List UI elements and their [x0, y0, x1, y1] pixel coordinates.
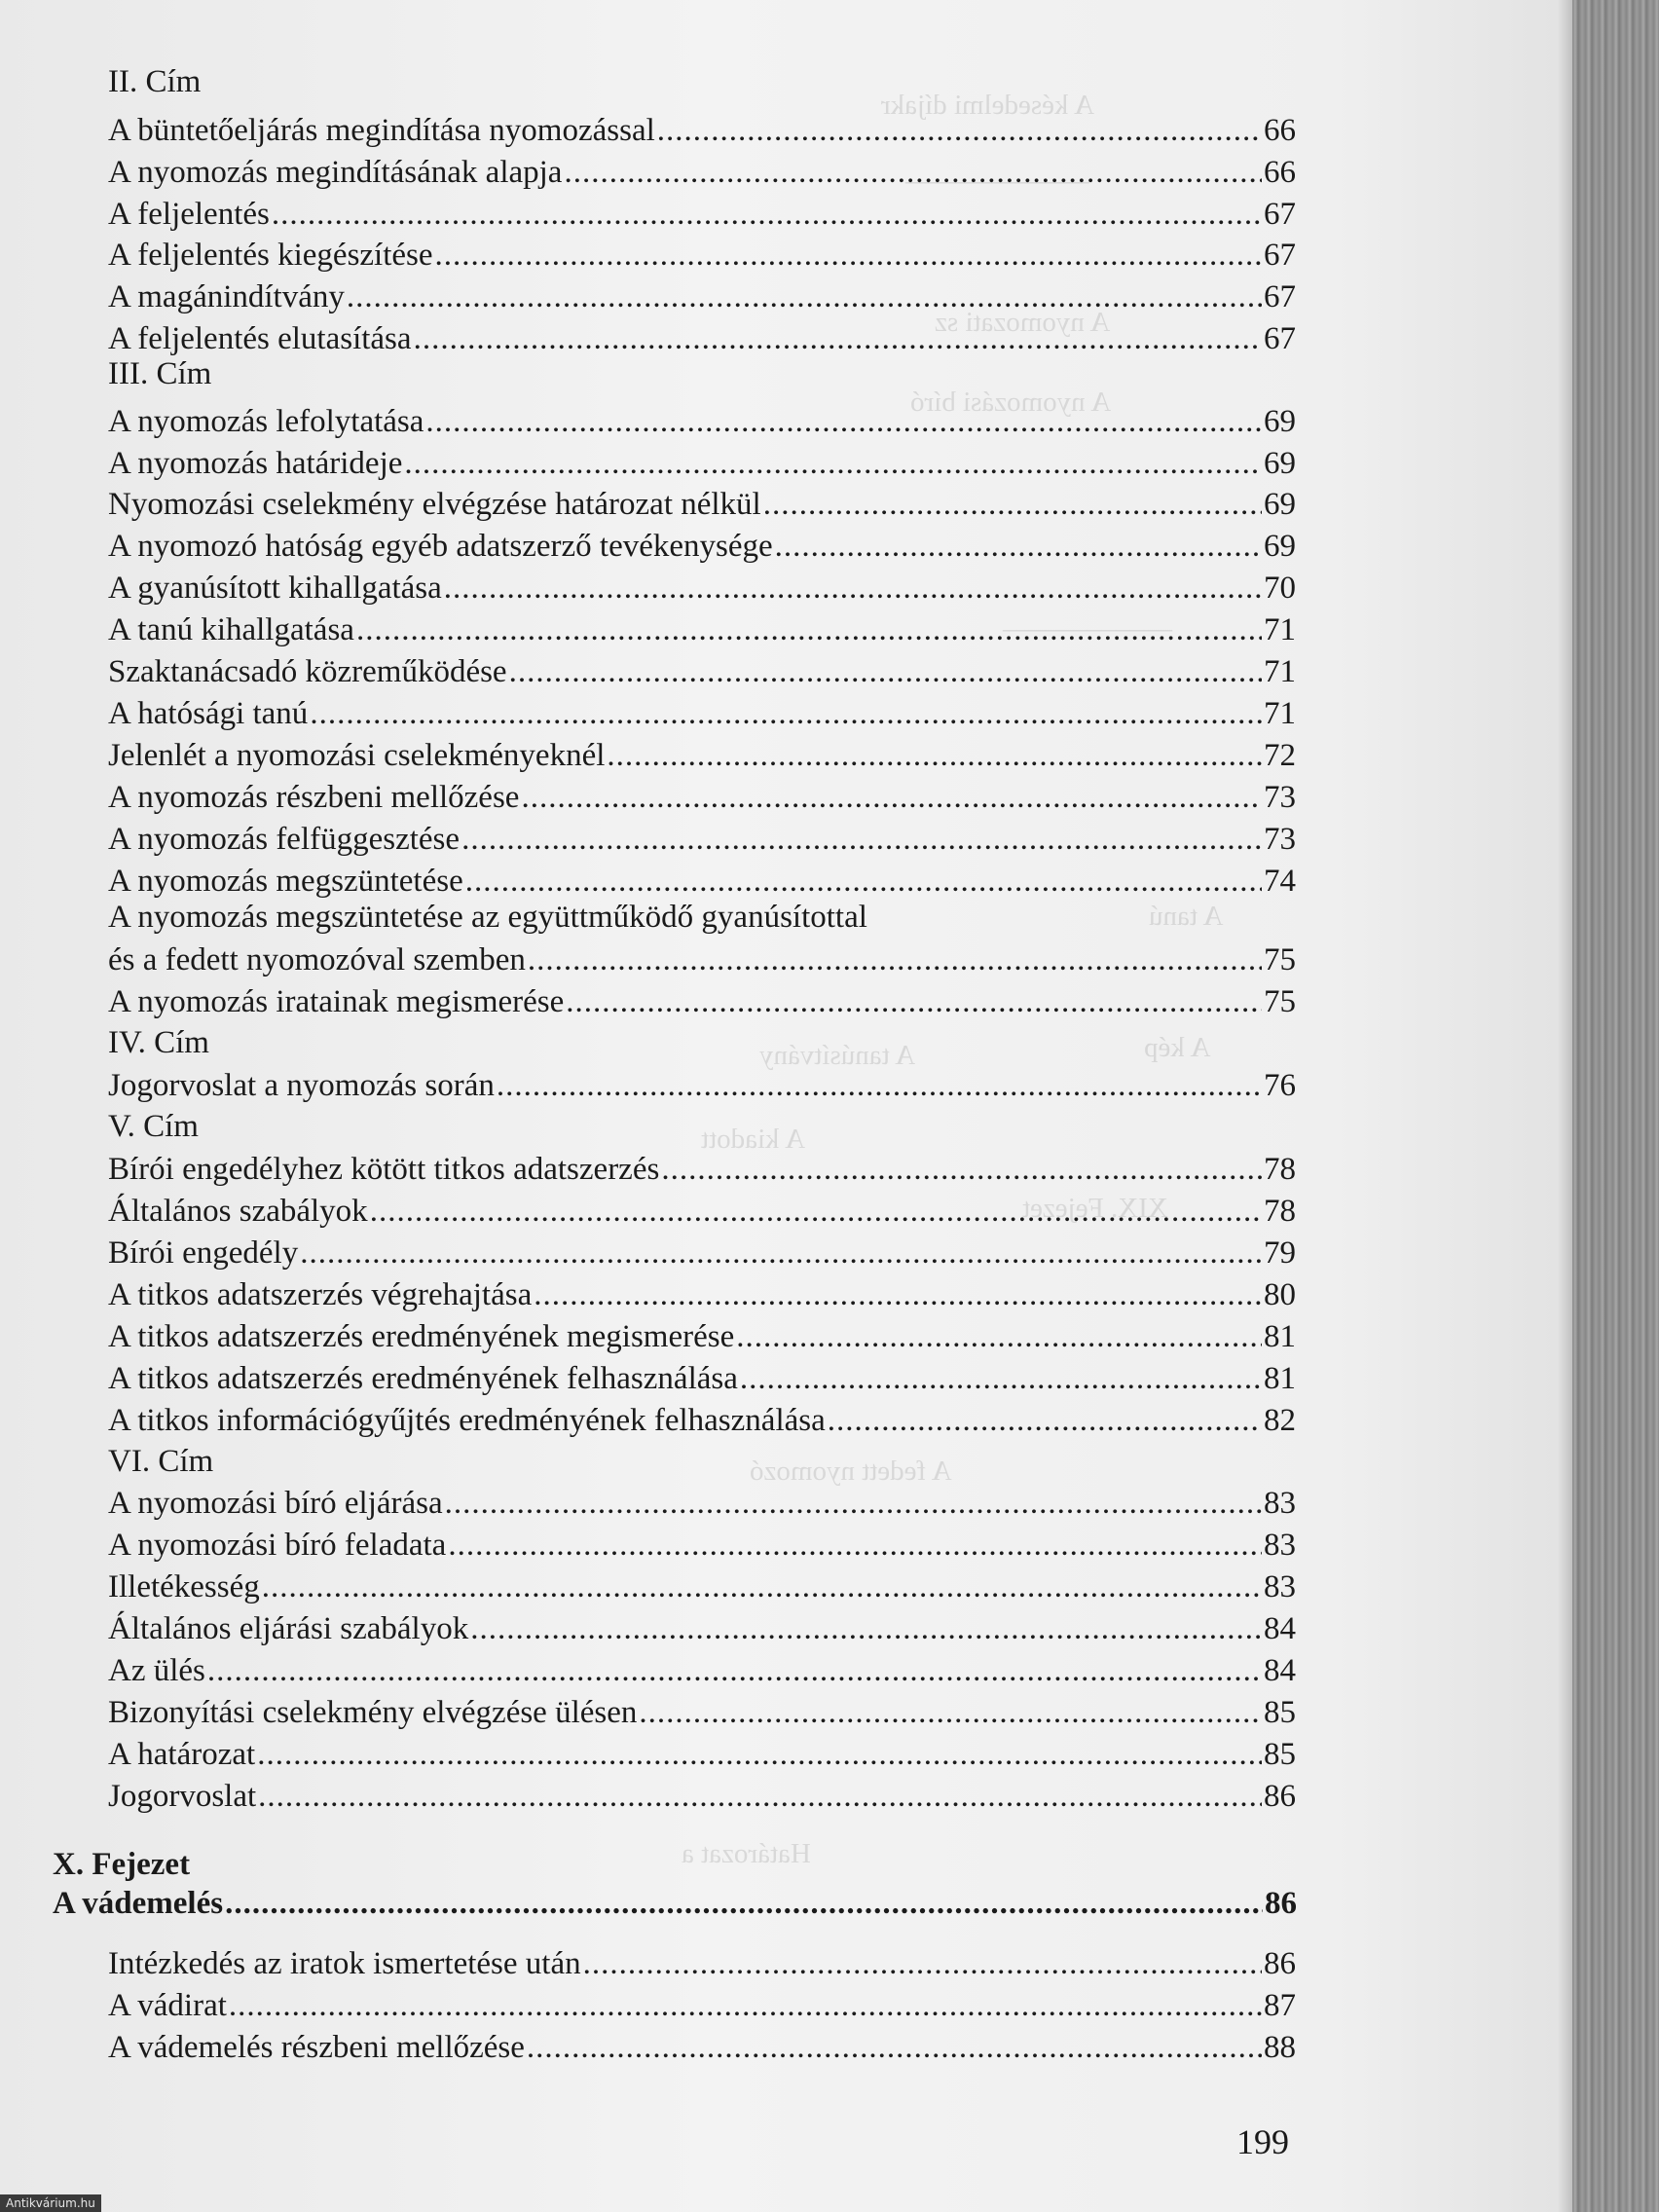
toc-entry: Jelenlét a nyomozási cselekményeknél ..... 72 [108, 736, 1296, 775]
page-ref: 75 [1264, 942, 1296, 977]
page-ref: 66 [1264, 113, 1296, 148]
page-ref: 74 [1264, 864, 1296, 899]
toc-entry-first-line: A nyomozás megszüntetése az együttműködő gyanúsítottal [108, 900, 867, 935]
page-ref: 76 [1264, 1068, 1296, 1103]
section-heading: IV. Cím [108, 1025, 209, 1060]
page-ref: 71 [1264, 654, 1296, 689]
toc-entry: Jogorvoslat ..... 86 [108, 1777, 1296, 1816]
section-heading: II. Cím [108, 64, 202, 99]
toc-entry: Bírói engedély ..... 79 [108, 1234, 1296, 1272]
toc-entry: Általános szabályok ..... 78 [108, 1192, 1296, 1231]
toc-entry: Általános eljárási szabályok ..... 84 [108, 1609, 1296, 1648]
page-ref: 82 [1264, 1403, 1296, 1438]
toc-entry: Az ülés ..... 84 [108, 1651, 1296, 1690]
toc-entry: A nyomozás iratainak megismerése ..... 75 [108, 982, 1296, 1021]
page-ref: 79 [1264, 1235, 1296, 1271]
toc-entry: A határozat ..... 85 [108, 1735, 1296, 1774]
toc-entry: A nyomozás részbeni mellőzése ..... 73 [108, 778, 1296, 817]
toc-entry: A nyomozási bíró eljárása ..... 83 [108, 1484, 1296, 1523]
page-ref: 81 [1264, 1319, 1296, 1354]
page-ref: 71 [1264, 696, 1296, 731]
page-ref: 86 [1265, 1886, 1297, 1921]
page-ref: 80 [1264, 1277, 1296, 1312]
toc-entry: Jogorvoslat a nyomozás során ..... 76 [108, 1066, 1296, 1105]
page-ref: 86 [1264, 1779, 1296, 1814]
toc-entry: A gyanúsított kihallgatása ..... 70 [108, 569, 1296, 608]
section-heading: V. Cím [108, 1109, 199, 1144]
page-ref: 72 [1264, 738, 1296, 773]
page-ref: 83 [1264, 1528, 1296, 1563]
page-ref: 67 [1264, 197, 1296, 232]
page-ref: 87 [1264, 1988, 1296, 2023]
toc-entry: A nyomozó hatóság egyéb adatszerző tevékenysége ..... 69 [108, 527, 1296, 566]
toc-entry: A titkos adatszerzés eredményének megismerése ..... 81 [108, 1317, 1296, 1356]
toc-entry: Szaktanácsadó közreműködése ..... 71 [108, 652, 1296, 691]
toc-entry: A büntetőeljárás megindítása nyomozással ..... 66 [108, 111, 1296, 150]
page-number: 199 [1236, 2122, 1289, 2161]
toc-entry: A nyomozás lefolytatása ..... 69 [108, 402, 1296, 441]
page-ref: 85 [1264, 1695, 1296, 1730]
page-ref: 83 [1264, 1569, 1296, 1604]
page-ref: 86 [1264, 1946, 1296, 1981]
toc-entry: A vádemelés részbeni mellőzése ..... 88 [108, 2028, 1296, 2067]
book-edge [1572, 0, 1659, 2212]
toc-entry: A nyomozási bíró feladata ..... 83 [108, 1526, 1296, 1565]
watermark: Antikvárium.hu [0, 2194, 101, 2212]
page-ref: 88 [1264, 2030, 1296, 2065]
page-ref: 69 [1264, 529, 1296, 564]
toc-entry: A tanú kihallgatása ..... 71 [108, 610, 1296, 649]
chapter-entry: A vádemelés ..... 86 [53, 1884, 1297, 1923]
page-ref: 83 [1264, 1486, 1296, 1521]
toc-entry: A hatósági tanú ..... 71 [108, 694, 1296, 733]
toc-entry: A nyomozás megindításának alapja ..... 66 [108, 153, 1296, 192]
page-ref: 75 [1264, 984, 1296, 1019]
toc-entry: A titkos adatszerzés végrehajtása ..... 80 [108, 1275, 1296, 1314]
page-ref: 73 [1264, 780, 1296, 815]
page-ref: 69 [1264, 404, 1296, 439]
toc-entry: A nyomozás határideje ..... 69 [108, 444, 1296, 483]
page-ref: 85 [1264, 1737, 1296, 1772]
page-ref: 81 [1264, 1361, 1296, 1396]
section-heading: VI. Cím [108, 1444, 214, 1479]
section-heading: III. Cím [108, 356, 212, 391]
page-ref: 78 [1264, 1152, 1296, 1187]
toc-entry: Bizonyítási cselekmény elvégzése ülésen ..... 85 [108, 1693, 1296, 1732]
page-ref: 67 [1264, 279, 1296, 314]
toc-entry: A nyomozás felfüggesztése ..... 73 [108, 820, 1296, 859]
page-ref: 67 [1264, 321, 1296, 356]
toc-entry: Bírói engedélyhez kötött titkos adatszerzés ..... 78 [108, 1150, 1296, 1189]
page-ref: 70 [1264, 571, 1296, 606]
page-ref: 71 [1264, 612, 1296, 647]
page-ref: 67 [1264, 238, 1296, 273]
toc-entry: A nyomozás megszüntetése ..... 74 [108, 862, 1296, 901]
bleed-through-text: A késedelmi díjakr _____________ A nyomozati sz A nyomozási bíró ____________ A tanú A kép A tanúsítvány A kiadott XIX. Fejezet A fedett nyomozó Határozat a [682, 90, 1224, 1869]
toc-entry: Nyomozási cselekmény elvégzése határozat nélkül ..... 69 [108, 485, 1296, 524]
toc-entry: Intézkedés az iratok ismertetése után ..... 86 [108, 1944, 1296, 1983]
chapter-heading: X. Fejezet [53, 1847, 191, 1882]
toc-entry: A titkos információgyűjtés eredményének felhasználása ..... 82 [108, 1401, 1296, 1440]
toc-entry: Illetékesség ..... 83 [108, 1567, 1296, 1606]
page-ref: 73 [1264, 822, 1296, 857]
toc-entry: és a fedett nyomozóval szemben ..... 75 [108, 940, 1296, 979]
page-ref: 84 [1264, 1611, 1296, 1646]
page-ref: 84 [1264, 1653, 1296, 1688]
toc-entry: A feljelentés ..... 67 [108, 195, 1296, 234]
page-ref: 69 [1264, 446, 1296, 481]
toc-entry: A feljelentés elutasítása ..... 67 [108, 319, 1296, 358]
toc-entry: A vádirat ..... 87 [108, 1986, 1296, 2025]
toc-entry: A magánindítvány ..... 67 [108, 277, 1296, 316]
page-ref: 66 [1264, 155, 1296, 190]
toc-entry: A feljelentés kiegészítése ..... 67 [108, 236, 1296, 275]
page-ref: 78 [1264, 1194, 1296, 1229]
toc-entry: A titkos adatszerzés eredményének felhasználása ..... 81 [108, 1359, 1296, 1398]
page-ref: 69 [1264, 487, 1296, 522]
